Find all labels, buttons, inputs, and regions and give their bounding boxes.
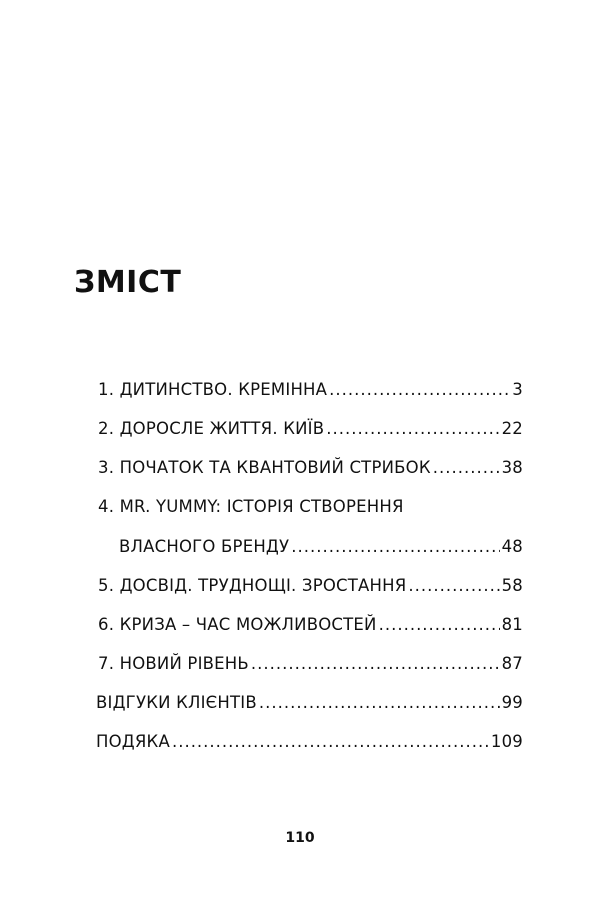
toc-entry-title: ПОДЯКА	[96, 732, 170, 751]
toc-entry-page: 3	[512, 380, 523, 399]
dot-leader	[408, 576, 499, 595]
toc-entry-title: ВІДГУКИ КЛІЄНТІВ	[96, 693, 257, 712]
dot-leader	[291, 537, 499, 556]
toc-entry	[98, 497, 523, 563]
toc-entry-page: 99	[501, 693, 523, 712]
dot-leader	[172, 732, 489, 751]
toc-entry	[98, 419, 523, 445]
page-title: ЗМІСТ	[74, 265, 182, 300]
toc-entry-page: 81	[501, 615, 523, 634]
toc-entry-title: 1. ДИТИНСТВО. КРЕМІННА	[98, 380, 328, 399]
dot-leader	[326, 419, 499, 438]
toc-entry	[98, 458, 523, 484]
toc-entry-title: 3. ПОЧАТОК ТА КВАНТОВИЙ СТРИБОК	[98, 458, 431, 477]
toc-entry-page: 109	[490, 732, 523, 751]
dot-leader	[329, 380, 510, 399]
dot-leader	[251, 654, 500, 673]
dot-leader	[433, 458, 500, 477]
toc-entry-page: 22	[501, 419, 523, 438]
page-number: 110	[285, 830, 315, 846]
toc-entry	[98, 615, 523, 641]
toc-entry-page: 87	[501, 654, 523, 673]
toc-entry-title: 4. MR. YUMMY: ІСТОРІЯ СТВОРЕННЯ	[98, 497, 404, 516]
toc-entry-title-continued: ВЛАСНОГО БРЕНДУ	[119, 537, 290, 556]
toc-entry-page: 58	[501, 576, 523, 595]
toc-entry-title: 5. ДОСВІД. ТРУДНОЩІ. ЗРОСТАННЯ	[98, 576, 407, 595]
toc-entry-page: 38	[501, 458, 523, 477]
dot-leader	[379, 615, 500, 634]
table-of-contents	[98, 380, 523, 771]
toc-entry	[98, 654, 523, 680]
toc-entry-title: 6. КРИЗА – ЧАС МОЖЛИВОСТЕЙ	[98, 615, 377, 634]
toc-entry	[98, 380, 523, 406]
toc-entry	[96, 732, 523, 758]
toc-entry-line	[98, 537, 523, 563]
toc-entry-title: 7. НОВИЙ РІВЕНЬ	[98, 654, 249, 673]
toc-entry-page: 48	[501, 537, 523, 556]
toc-entry	[98, 576, 523, 602]
toc-entry	[96, 693, 523, 719]
dot-leader	[259, 693, 500, 712]
toc-entry-title: 2. ДОРОСЛЕ ЖИТТЯ. КИЇВ	[98, 419, 325, 438]
